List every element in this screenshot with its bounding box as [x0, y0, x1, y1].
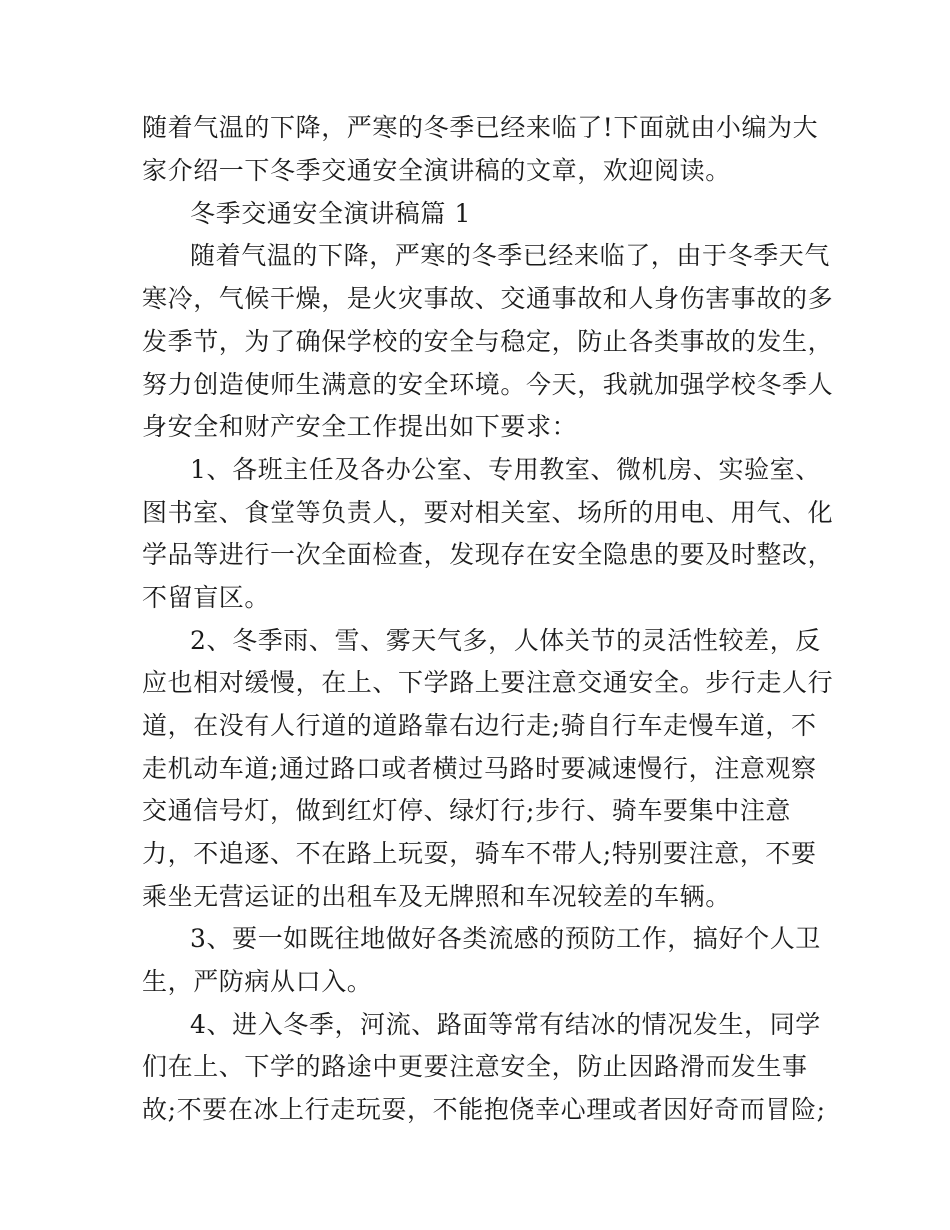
paragraph-line: 寒冷，气候干燥，是火灾事故、交通事故和人身伤害事故的多: [142, 284, 834, 313]
paragraph-line: 身安全和财产安全工作提出如下要求：: [142, 412, 578, 441]
paragraph-line: 随着气温的下降，严寒的冬季已经来临了，由于冬季天气: [190, 241, 831, 270]
paragraph-line: 故;不要在冰上行走玩耍，不能抱侥幸心理或者因好奇而冒险;: [142, 1095, 826, 1124]
paragraph-line: 图书室、食堂等负责人，要对相关室、场所的用电、用气、化: [142, 498, 834, 527]
paragraph-line: 道，在没有人行道的道路靠右边行走;骑自行车走慢车道，不: [142, 711, 817, 740]
paragraph-line: 努力创造使师生满意的安全环境。今天，我就加强学校冬季人: [142, 370, 834, 399]
paragraph-line: 3、要一如既往地做好各类流感的预防工作，搞好个人卫: [190, 924, 821, 953]
section-heading: 冬季交通安全演讲稿篇 1: [190, 199, 472, 228]
paragraph-line: 走机动车道;通过路口或者横过马路时要减速慢行，注意观察: [142, 754, 817, 783]
paragraph-line: 们在上、下学的路途中更要注意安全，防止因路滑而发生事: [142, 1052, 808, 1081]
intro-line-1: 随着气温的下降，严寒的冬季已经来临了!下面就由小编为大: [142, 113, 819, 142]
paragraph-line: 力，不追逐、不在路上玩耍，骑车不带人;特别要注意，不要: [142, 839, 817, 868]
paragraph-line: 学品等进行一次全面检查，发现存在安全隐患的要及时整改，: [142, 540, 834, 569]
paragraph-line: 4、进入冬季，河流、路面等常有结冰的情况发生，同学: [190, 1010, 821, 1039]
intro-line-2: 家介绍一下冬季交通安全演讲稿的文章，欢迎阅读。: [142, 156, 731, 185]
paragraph-line: 乘坐无营运证的出租车及无牌照和车况较差的车辆。: [142, 882, 731, 911]
paragraph-line: 应也相对缓慢，在上、下学路上要注意交通安全。步行走人行: [142, 668, 834, 697]
paragraph-line: 1、各班主任及各办公室、专用教室、微机房、实验室、: [190, 455, 821, 484]
paragraph-line: 交通信号灯，做到红灯停、绿灯行;步行、骑车要集中注意: [142, 796, 792, 825]
paragraph-line: 不留盲区。: [142, 583, 271, 612]
paragraph-line: 发季节，为了确保学校的安全与稳定，防止各类事故的发生，: [142, 327, 834, 356]
paragraph-line: 2、冬季雨、雪、雾天气多，人体关节的灵活性较差，反: [190, 626, 821, 655]
paragraph-line: 生，严防病从口入。: [142, 967, 373, 996]
